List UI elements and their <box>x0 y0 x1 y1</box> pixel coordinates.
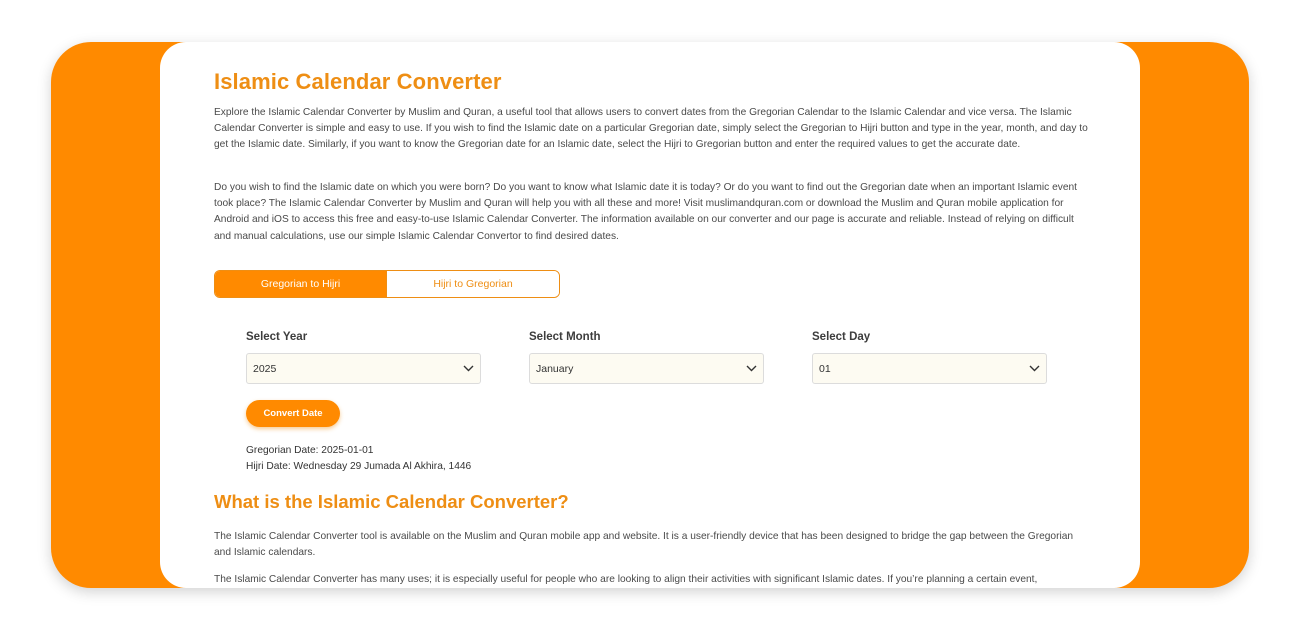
year-field <box>246 331 481 384</box>
page-title: Islamic Calendar Converter <box>214 69 502 94</box>
chevron-down-icon <box>1029 365 1040 372</box>
gregorian-to-hijri-tab[interactable]: Gregorian to Hijri <box>215 271 387 297</box>
month-value: January <box>536 362 574 375</box>
month-field <box>529 331 764 384</box>
section-paragraph-1: The Islamic Calendar Converter tool is available on the Muslim and Quran mobile app and website. It is a user-friendly device that has been designed to bridge the gap between the Gregorian and Islamic calendars. <box>214 531 1074 559</box>
day-label: Select Day <box>812 331 871 343</box>
year-value: 2025 <box>253 362 277 375</box>
chevron-down-icon <box>746 365 757 372</box>
section-paragraph-2: The Islamic Calendar Converter has many uses; it is especially useful for people who are looking to align their activities with significant Islamic dates. If you’re planning a certain event, <box>214 574 1038 585</box>
year-select[interactable] <box>246 353 481 384</box>
day-select[interactable] <box>812 353 1047 384</box>
conversion-mode-toggle <box>214 270 560 298</box>
hijri-date-result: Hijri Date: Wednesday 29 Jumada Al Akhira, 1446 <box>246 461 472 472</box>
day-value: 01 <box>819 362 831 375</box>
year-label: Select Year <box>246 331 308 343</box>
intro-paragraph-1: Explore the Islamic Calendar Converter by Muslim and Quran, a useful tool that allows users to convert dates from the Gregorian Calendar to the Islamic Calendar and vice versa. The Islamic Calendar Converter is simple and easy to use. If you wish to find the Islamic date on a particular Gregorian date, simply select the Gregorian to Hijri button and type in the year, month, and day to get the Islamic date. Similarly, if you want to know the Gregorian date for an Islamic date, select the Hijri to Gregorian button and enter the required values to get the accurate date. <box>214 107 1088 151</box>
hijri-to-gregorian-tab[interactable]: Hijri to Gregorian <box>387 271 559 297</box>
gregorian-date-result: Gregorian Date: 2025-01-01 <box>246 445 374 456</box>
day-field <box>812 331 1047 384</box>
intro-paragraph-2: Do you wish to find the Islamic date on which you were born? Do you want to know what Islamic date it is today? Or do you want to find out the Gregorian date when an important Islamic event took place? The Islamic Calendar Converter by Muslim and Quran will help you with all these and more! Visit muslimandquran.com or download the Muslim and Quran mobile application for Android and iOS to access this free and easy-to-use Islamic Calendar Converter. The information available on our converter and our page is accurate and reliable. Instead of relying on difficult and manual calculations, use our simple Islamic Calendar Convertor to find desired dates. <box>214 182 1077 242</box>
section-heading: What is the Islamic Calendar Converter? <box>214 491 569 512</box>
month-select[interactable] <box>529 353 764 384</box>
month-label: Select Month <box>529 331 601 343</box>
convert-date-button[interactable]: Convert Date <box>246 400 340 427</box>
converter-card <box>160 42 1140 588</box>
chevron-down-icon <box>463 365 474 372</box>
